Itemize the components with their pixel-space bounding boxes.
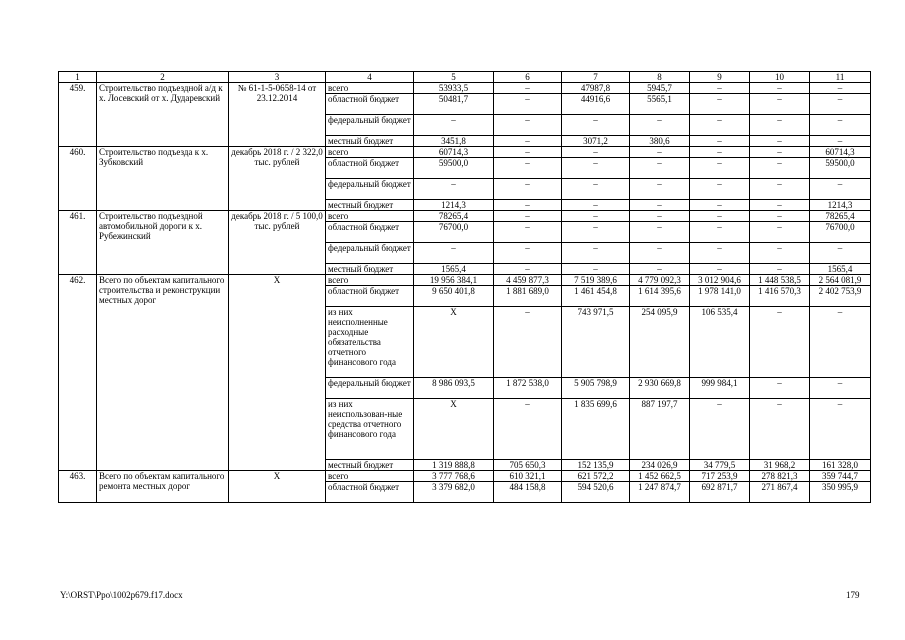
funding-source: всего <box>326 147 414 158</box>
amount-cell: 278 821,3 <box>750 471 810 482</box>
amount-cell: 53933,5 <box>414 83 494 94</box>
amount-cell: 1 416 570,3 <box>750 286 810 307</box>
amount-cell: 3 012 904,6 <box>690 275 750 286</box>
amount-cell: 5565,1 <box>630 94 690 115</box>
column-number: 1 <box>59 72 97 83</box>
amount-cell: 161 328,0 <box>810 460 871 471</box>
amount-cell: 78265,4 <box>810 211 871 222</box>
amount-cell: – <box>750 83 810 94</box>
amount-cell: – <box>750 222 810 243</box>
amount-cell: 1 448 538,5 <box>750 275 810 286</box>
amount-cell: 692 871,7 <box>690 482 750 503</box>
amount-cell: – <box>750 179 810 200</box>
amount-cell: – <box>562 211 630 222</box>
amount-cell: Х <box>414 307 494 378</box>
amount-cell: – <box>690 94 750 115</box>
amount-cell: 7 519 389,6 <box>562 275 630 286</box>
amount-cell: – <box>690 83 750 94</box>
column-number: 4 <box>326 72 414 83</box>
amount-cell: – <box>562 222 630 243</box>
amount-cell: – <box>630 147 690 158</box>
funding-source: федеральный бюджет <box>326 179 414 200</box>
funding-source: областной бюджет <box>326 94 414 115</box>
amount-cell: 5 905 798,9 <box>562 378 630 399</box>
amount-cell: 380,6 <box>630 136 690 147</box>
amount-cell: 254 095,9 <box>630 307 690 378</box>
funding-source: всего <box>326 83 414 94</box>
amount-cell: 1 461 454,8 <box>562 286 630 307</box>
table-row <box>59 211 871 222</box>
amount-cell: – <box>750 115 810 136</box>
page-number: 179 <box>846 590 860 600</box>
amount-cell: – <box>562 115 630 136</box>
amount-cell: 60714,3 <box>414 147 494 158</box>
amount-cell: 1214,3 <box>414 200 494 211</box>
amount-cell: – <box>810 307 871 378</box>
amount-cell: – <box>562 179 630 200</box>
amount-cell: 3071,2 <box>562 136 630 147</box>
header-row <box>59 72 871 83</box>
table-row <box>59 83 871 94</box>
amount-cell: 1 614 395,6 <box>630 286 690 307</box>
amount-cell: – <box>630 264 690 275</box>
amount-cell: – <box>630 115 690 136</box>
amount-cell: – <box>494 264 562 275</box>
amount-cell: – <box>750 94 810 115</box>
amount-cell: – <box>630 179 690 200</box>
amount-cell: – <box>810 399 871 460</box>
amount-cell: – <box>690 399 750 460</box>
amount-cell: – <box>630 222 690 243</box>
amount-cell: – <box>562 200 630 211</box>
amount-cell: – <box>750 211 810 222</box>
amount-cell: 1 247 874,7 <box>630 482 690 503</box>
amount-cell: – <box>414 179 494 200</box>
object-name: Всего по объектам капитального строительства и реконструкции местных дорог <box>97 275 229 471</box>
amount-cell: 1 835 699,6 <box>562 399 630 460</box>
amount-cell: – <box>810 115 871 136</box>
amount-cell: 50481,7 <box>414 94 494 115</box>
amount-cell: – <box>810 136 871 147</box>
funding-source: федеральный бюджет <box>326 115 414 136</box>
amount-cell: – <box>750 399 810 460</box>
amount-cell: – <box>750 378 810 399</box>
amount-cell: – <box>562 147 630 158</box>
amount-cell: – <box>562 158 630 179</box>
amount-cell: – <box>494 211 562 222</box>
amount-cell: – <box>494 94 562 115</box>
amount-cell: 359 744,7 <box>810 471 871 482</box>
amount-cell: – <box>630 200 690 211</box>
amount-cell: 4 459 877,3 <box>494 275 562 286</box>
item-number: 459. <box>59 83 97 147</box>
amount-cell: 1 978 141,0 <box>690 286 750 307</box>
amount-cell: – <box>690 136 750 147</box>
amount-cell: 9 650 401,8 <box>414 286 494 307</box>
funding-source: из них неиспользован-ные средства отчетного финансового года <box>326 399 414 460</box>
amount-cell: – <box>690 158 750 179</box>
amount-cell: 76700,0 <box>414 222 494 243</box>
amount-cell: 1 452 662,5 <box>630 471 690 482</box>
column-number: 9 <box>690 72 750 83</box>
amount-cell: 8 986 093,5 <box>414 378 494 399</box>
amount-cell: 271 867,4 <box>750 482 810 503</box>
column-number: 8 <box>630 72 690 83</box>
amount-cell: 1 872 538,0 <box>494 378 562 399</box>
amount-cell: 3 379 682,0 <box>414 482 494 503</box>
file-path: Y:\ORST\Ppo\1002p679.f17.docx <box>60 590 183 600</box>
amount-cell: – <box>494 158 562 179</box>
funding-source: областной бюджет <box>326 286 414 307</box>
amount-cell: – <box>562 243 630 264</box>
column-number: 10 <box>750 72 810 83</box>
amount-cell: Х <box>414 399 494 460</box>
item-number: 462. <box>59 275 97 471</box>
amount-cell: 1 319 888,8 <box>414 460 494 471</box>
amount-cell: – <box>494 243 562 264</box>
amount-cell: 31 968,2 <box>750 460 810 471</box>
amount-cell: 594 520,6 <box>562 482 630 503</box>
document-info: Х <box>229 471 326 503</box>
amount-cell: – <box>562 264 630 275</box>
item-number: 460. <box>59 147 97 211</box>
amount-cell: 3 777 768,6 <box>414 471 494 482</box>
amount-cell: – <box>494 115 562 136</box>
amount-cell: – <box>750 200 810 211</box>
column-number: 2 <box>97 72 229 83</box>
amount-cell: 350 995,9 <box>810 482 871 503</box>
amount-cell: 1 881 689,0 <box>494 286 562 307</box>
amount-cell: – <box>810 378 871 399</box>
amount-cell: – <box>810 83 871 94</box>
funding-source: всего <box>326 471 414 482</box>
amount-cell: 106 535,4 <box>690 307 750 378</box>
column-number: 11 <box>810 72 871 83</box>
funding-source: из них неисполненные расходные обязательства отчетного финансового года <box>326 307 414 378</box>
amount-cell: – <box>414 115 494 136</box>
amount-cell: – <box>690 179 750 200</box>
amount-cell: 1565,4 <box>810 264 871 275</box>
amount-cell: 887 197,7 <box>630 399 690 460</box>
document-info: декабрь 2018 г. / 5 100,0 тыс. рублей <box>229 211 326 275</box>
funding-source: областной бюджет <box>326 482 414 503</box>
amount-cell: 34 779,5 <box>690 460 750 471</box>
amount-cell: – <box>494 179 562 200</box>
amount-cell: 2 930 669,8 <box>630 378 690 399</box>
amount-cell: – <box>750 264 810 275</box>
amount-cell: – <box>494 307 562 378</box>
amount-cell: – <box>630 158 690 179</box>
column-number: 3 <box>229 72 326 83</box>
amount-cell: 5945,7 <box>630 83 690 94</box>
amount-cell: – <box>494 147 562 158</box>
amount-cell: – <box>630 243 690 264</box>
funding-source: всего <box>326 211 414 222</box>
amount-cell: – <box>750 243 810 264</box>
amount-cell: 76700,0 <box>810 222 871 243</box>
amount-cell: – <box>810 243 871 264</box>
amount-cell: 59500,0 <box>810 158 871 179</box>
amount-cell: 1565,4 <box>414 264 494 275</box>
amount-cell: – <box>690 264 750 275</box>
amount-cell: – <box>494 83 562 94</box>
amount-cell: – <box>750 147 810 158</box>
table-row <box>59 471 871 482</box>
amount-cell: – <box>690 211 750 222</box>
column-number: 5 <box>414 72 494 83</box>
object-name: Строительство подъездной а/д к х. Лосевский от х. Дударевский <box>97 83 229 147</box>
amount-cell: 60714,3 <box>810 147 871 158</box>
amount-cell: 2 402 753,9 <box>810 286 871 307</box>
object-name: Всего по объектам капитального ремонта местных дорог <box>97 471 229 503</box>
document-info: декабрь 2018 г. / 2 322,0 тыс. рублей <box>229 147 326 211</box>
amount-cell: 2 564 081,9 <box>810 275 871 286</box>
funding-source: местный бюджет <box>326 136 414 147</box>
amount-cell: 484 158,8 <box>494 482 562 503</box>
amount-cell: 44916,6 <box>562 94 630 115</box>
amount-cell: 621 572,2 <box>562 471 630 482</box>
object-name: Строительство подъездной автомобильной дороги к х. Рубежинский <box>97 211 229 275</box>
amount-cell: – <box>810 179 871 200</box>
amount-cell: 717 253,9 <box>690 471 750 482</box>
amount-cell: 743 971,5 <box>562 307 630 378</box>
funding-source: федеральный бюджет <box>326 378 414 399</box>
funding-source: местный бюджет <box>326 460 414 471</box>
amount-cell: – <box>494 399 562 460</box>
item-number: 461. <box>59 211 97 275</box>
table-row <box>59 275 871 286</box>
amount-cell: 705 650,3 <box>494 460 562 471</box>
amount-cell: 3451,8 <box>414 136 494 147</box>
amount-cell: – <box>690 147 750 158</box>
amount-cell: – <box>494 200 562 211</box>
funding-source: областной бюджет <box>326 158 414 179</box>
amount-cell: 1214,3 <box>810 200 871 211</box>
budget-table <box>58 71 871 503</box>
amount-cell: – <box>690 243 750 264</box>
amount-cell: – <box>494 222 562 243</box>
amount-cell: – <box>750 136 810 147</box>
funding-source: местный бюджет <box>326 200 414 211</box>
amount-cell: 47987,8 <box>562 83 630 94</box>
amount-cell: 4 779 092,3 <box>630 275 690 286</box>
amount-cell: 999 984,1 <box>690 378 750 399</box>
amount-cell: 78265,4 <box>414 211 494 222</box>
amount-cell: – <box>750 158 810 179</box>
amount-cell: – <box>690 115 750 136</box>
amount-cell: 59500,0 <box>414 158 494 179</box>
amount-cell: – <box>630 211 690 222</box>
table-row <box>59 147 871 158</box>
funding-source: всего <box>326 275 414 286</box>
funding-source: федеральный бюджет <box>326 243 414 264</box>
column-number: 7 <box>562 72 630 83</box>
amount-cell: 152 135,9 <box>562 460 630 471</box>
funding-source: областной бюджет <box>326 222 414 243</box>
amount-cell: 234 026,9 <box>630 460 690 471</box>
document-info: Х <box>229 275 326 471</box>
column-number: 6 <box>494 72 562 83</box>
amount-cell: – <box>690 222 750 243</box>
amount-cell: – <box>494 136 562 147</box>
document-info: № 61-1-5-0658-14 от 23.12.2014 <box>229 83 326 147</box>
object-name: Строительство подъезда к х. Зубковский <box>97 147 229 211</box>
amount-cell: – <box>810 94 871 115</box>
amount-cell: – <box>414 243 494 264</box>
amount-cell: – <box>690 200 750 211</box>
amount-cell: 19 956 384,1 <box>414 275 494 286</box>
item-number: 463. <box>59 471 97 503</box>
amount-cell: 610 321,1 <box>494 471 562 482</box>
funding-source: местный бюджет <box>326 264 414 275</box>
amount-cell: – <box>750 307 810 378</box>
